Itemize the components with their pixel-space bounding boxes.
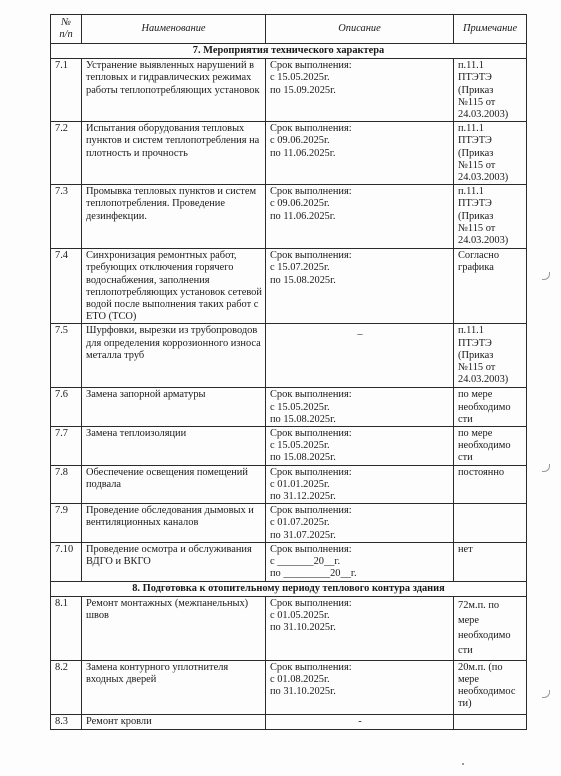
col-header-name: Наименование xyxy=(82,15,266,44)
row-note: 72м.п. по мере необходимо сти xyxy=(454,596,527,660)
row-name: Замена теплоизоляции xyxy=(82,427,266,466)
section-title: 7. Мероприятия технического характера xyxy=(51,44,527,59)
row-description: Срок выполнения: с _______20__г. по _________20__г. xyxy=(266,542,454,581)
row-name: Ремонт монтажных (межпанельных) швов xyxy=(82,596,266,660)
row-num: 8.3 xyxy=(51,714,82,729)
table-row xyxy=(51,185,527,249)
row-description: Срок выполнения: с 01.01.2025г. по 31.12.2025г. xyxy=(266,465,454,504)
row-num: 8.2 xyxy=(51,660,82,714)
row-note: п.11.1 ПТЭТЭ (Приказ №115 от 24.03.2003) xyxy=(454,185,527,249)
row-note xyxy=(454,714,527,729)
row-note: по мере необходимо сти xyxy=(454,427,527,466)
row-name: Замена запорной арматуры xyxy=(82,388,266,427)
row-num: 7.8 xyxy=(51,465,82,504)
table-row xyxy=(51,542,527,581)
table-row xyxy=(51,388,527,427)
table-row xyxy=(51,465,527,504)
row-description: Срок выполнения: с 15.07.2025г. по 15.08.2025г. xyxy=(266,249,454,324)
table-row xyxy=(51,249,527,324)
row-description: Срок выполнения: с 09.06.2025г. по 11.06.2025г. xyxy=(266,185,454,249)
row-num: 8.1 xyxy=(51,596,82,660)
table-row xyxy=(51,714,527,729)
margin-mark xyxy=(542,690,550,698)
row-name: Устранение выявленных нарушений в тепловых и гидравлических режимах работы теплопотребляющих установок xyxy=(82,59,266,122)
row-num: 7.6 xyxy=(51,388,82,427)
row-num: 7.2 xyxy=(51,122,82,185)
row-description: - xyxy=(266,714,454,729)
table-row xyxy=(51,660,527,714)
section-title: 8. Подготовка к отопительному периоду теплового контура здания xyxy=(51,581,527,596)
row-note: постоянно xyxy=(454,465,527,504)
table-row xyxy=(51,122,527,185)
col-header-note: Примечание xyxy=(454,15,527,44)
row-note: п.11.1 ПТЭТЭ (Приказ №115 от 24.03.2003) xyxy=(454,59,527,122)
row-note: Согласно графика xyxy=(454,249,527,324)
row-name: Проведение обследования дымовых и вентиляционных каналов xyxy=(82,504,266,543)
row-name: Проведение осмотра и обслуживания ВДГО и ВКГО xyxy=(82,542,266,581)
row-num: 7.3 xyxy=(51,185,82,249)
margin-mark xyxy=(542,464,550,472)
row-description: Срок выполнения: с 15.05.2025г. по 15.09.2025г. xyxy=(266,59,454,122)
row-name: Замена контурного уплотнителя входных дверей xyxy=(82,660,266,714)
table-header-row xyxy=(51,15,527,44)
section-row xyxy=(51,581,527,596)
row-note: п.11.1 ПТЭТЭ (Приказ №115 от 24.03.2003) xyxy=(454,324,527,388)
row-note: 20м.п. (по мере необходимос ти) xyxy=(454,660,527,714)
row-description: _ xyxy=(266,324,454,388)
table-row xyxy=(51,427,527,466)
row-description: Срок выполнения: с 15.05.2025г. по 15.08.2025г. xyxy=(266,388,454,427)
row-num: 7.1 xyxy=(51,59,82,122)
row-description: Срок выполнения: с 01.07.2025г. по 31.07.2025г. xyxy=(266,504,454,543)
table-row xyxy=(51,324,527,388)
row-num: 7.7 xyxy=(51,427,82,466)
col-header-description: Описание xyxy=(266,15,454,44)
row-num: 7.9 xyxy=(51,504,82,543)
row-note: п.11.1 ПТЭТЭ (Приказ №115 от 24.03.2003) xyxy=(454,122,527,185)
row-description: Срок выполнения: с 01.08.2025г. по 31.10.2025г. xyxy=(266,660,454,714)
margin-mark xyxy=(542,272,550,280)
row-note: по мере необходимо сти xyxy=(454,388,527,427)
row-description: Срок выполнения: с 01.05.2025г. по 31.10.2025г. xyxy=(266,596,454,660)
row-name: Промывка тепловых пунктов и систем теплопотребления. Проведение дезинфекции. xyxy=(82,185,266,249)
section-row xyxy=(51,44,527,59)
row-note xyxy=(454,504,527,543)
row-num: 7.4 xyxy=(51,249,82,324)
row-name: Синхронизация ремонтных работ, требующих отключения горячего водоснабжения, заполнения теплопотребляющих установок сетевой водой после выполнения таких работ с ЕТО (ТСО) xyxy=(82,249,266,324)
row-name: Испытания оборудования тепловых пунктов и систем теплопотребления на плотность и прочность xyxy=(82,122,266,185)
measures-table xyxy=(50,14,527,730)
row-name: Ремонт кровли xyxy=(82,714,266,729)
row-description: Срок выполнения: с 15.05.2025г. по 15.08.2025г. xyxy=(266,427,454,466)
table-row xyxy=(51,59,527,122)
col-header-num: № п/п xyxy=(51,15,82,44)
scan-speck xyxy=(462,763,464,765)
row-description: Срок выполнения: с 09.06.2025г. по 11.06.2025г. xyxy=(266,122,454,185)
row-num: 7.10 xyxy=(51,542,82,581)
row-num: 7.5 xyxy=(51,324,82,388)
row-note: нет xyxy=(454,542,527,581)
row-name: Обеспечение освещения помещений подвала xyxy=(82,465,266,504)
table-row xyxy=(51,504,527,543)
row-name: Шурфовки, вырезки из трубопроводов для определения коррозионного износа металла труб xyxy=(82,324,266,388)
table-row xyxy=(51,596,527,660)
